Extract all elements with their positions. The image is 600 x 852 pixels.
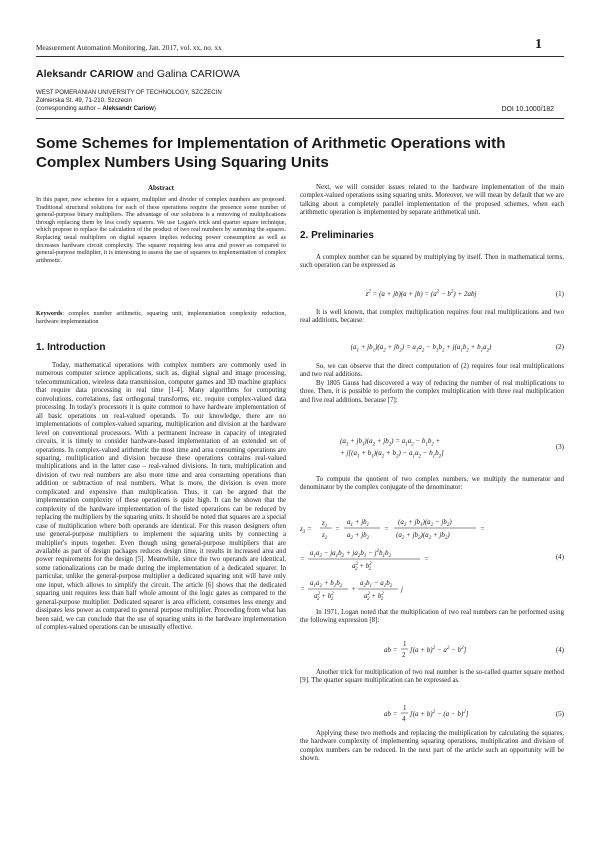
keywords-text: : complex number arithmetic, squaring unit, implementation complexity reduction, hardware implementation — [36, 311, 286, 325]
svg-text:(a1 + jb1)(a2 − jb2): $(a_1 + jb_1)(a_2 - jb_2)$ — [398, 518, 452, 528]
abstract-text: In this paper, new schemes for a squarer, multiplier and divider of complex numbers are proposed. Traditional structural solutions for each of these operations require the presence some number of general-purpose binary multipliers. The advantage of our solutions is a removing of multiplications through replacing them by less costly squarers. We use Logan's trick and quarter square technique, which propose to replace the calculation of the product of two real numbers by summing the squares. Replacing usual multipliers on digital squares implies reducing power consumption as well as decreases hardware circuit complexity. The squarer requiring less area and power as compared to general-purpose multiplier, it is interesting to assess the use of squarers to implementation of complex arithmetic. — [36, 197, 286, 264]
svg-text:=: = — [300, 555, 305, 563]
corresponding-author: Aleksandr Cariow — [102, 105, 154, 112]
introduction-body — [36, 362, 286, 633]
svg-text:a22 + b22: $a^2$ $2 + b^2$ 2 — [364, 592, 384, 602]
equation-logan-graphic — [300, 638, 500, 660]
svg-text:=: = — [384, 525, 389, 533]
svg-text:=: = — [480, 525, 485, 533]
svg-text:=: = — [424, 555, 429, 563]
svg-text:a2b1 − a1b2: $a_2b_1 - a_1b_2$ — [360, 579, 393, 589]
equation-number: (2) — [555, 343, 564, 351]
svg-text:z2: $z_2$ — [322, 531, 328, 541]
author-second: Galina CARIOWA — [156, 68, 240, 80]
svg-text:+: + — [351, 585, 356, 593]
affiliation-line1: WEST POMERANIAN UNIVERSITY OF TECHNOLOGY, SZCZECIN — [36, 89, 222, 96]
next-paragraph: Next, we will consider issues related to the hardware implementation of the main complex-valued operations using squaring units. Moreover, we will mean by default that we are talking about a completely parallel implementation of the proposed schemes, when each arithmetic operation is implemented by separate arithmetical unit. — [300, 184, 564, 217]
section-heading-preliminaries: 2. Preliminaries — [300, 230, 374, 241]
equation-6-quarter-square — [300, 702, 564, 724]
equation-1 — [300, 287, 564, 301]
prelim-p2: It is well known, that complex multiplication requires four real multiplications and two real additions, because: — [300, 309, 564, 325]
prelim-p5: To compute the quotient of two complex numbers, we multiply the numerator and denominator by the complex conjugate of the denominator: — [300, 476, 564, 492]
keywords — [36, 311, 286, 326]
prelim-p7: Another trick for multiplication of two real number is the so-called quarter square method [9]. The quarter square multiplication can be expressed as. — [300, 669, 564, 685]
svg-text:=: = — [335, 525, 340, 533]
equation-1-body: $z^2 = (a + jb)(a + jb) = (a^2 - b^2) + 2abj$ — [365, 289, 477, 298]
prelim-p3-p4: So, we can observe that the direct computation of (2) requires four real multiplications and two real additions. By 1805 Gauss had discovered a way of reducing the number of real multiplications to three. Then, it is possible to perform the complex multiplication with three real multiplication and five real additions, because [7]: — [300, 363, 564, 404]
page-number: 1 — [535, 37, 542, 52]
paper-title: Some Schemes for Implementation of Arithmetic Operations with Complex Numbers Using Squaring Units — [36, 135, 506, 171]
header-rule — [36, 56, 564, 57]
equation-quarter-square-graphic — [300, 702, 500, 724]
prelim-p8: Applying these two methods and replacing the multiplication by calculating the squares, the hardware complexity of implementing squaring operations, multiplication and division of complex numbers can be reduced. In the next part of the article such an opportunity will be shown. — [300, 730, 564, 763]
svg-text:j: j — [401, 585, 403, 593]
equation-3 — [300, 434, 564, 460]
prelim-p1: A complex number can be squared by multiplying by itself. Then in mathematical terms, such operation can be expressed as — [300, 254, 564, 270]
svg-text:z3 =: $z_3$ = — [300, 525, 312, 535]
equation-number: (5) — [555, 710, 564, 718]
affiliation-line3: (corresponding author – Aleksandr Cariow) — [36, 105, 156, 112]
svg-text:a1a2 − ja1b2 + ja2b1 − j2b1b2: $a_1a_2 - ja_1b_2 + ja_2b_1 - j^2b_1b_2$ — [310, 549, 392, 559]
svg-text:[(a + b)2 − a2 − b2]: $[(a + b)^2 - a^2 - b^2]$ — [410, 646, 467, 654]
svg-text:a22 + b22: $a^2$ $2 + b^2$ 2 — [314, 592, 334, 602]
doi: DOI 10.1000/182 — [501, 106, 554, 113]
svg-text:=: = — [300, 585, 305, 593]
svg-text:1: 1 — [403, 640, 407, 648]
affiliation-rule — [36, 118, 564, 119]
author-first: Aleksandr CARIOW — [36, 68, 134, 80]
svg-text:z1: $z_1$ — [322, 519, 328, 529]
equation-2-body: $(a_1 + jb_1)(a_2 + jb_2) = a_1a_2 - b_1b_2 + j(a_1b_2 + b_1a_2)$ — [350, 342, 492, 354]
svg-text:2: 2 — [402, 651, 406, 659]
svg-text:a1a2 + b1b2: $a_1a_2 + b_1b_2$ — [310, 579, 343, 589]
svg-text:[(a + b)2 − (a − b)2]: $[(a + b)^2 - (a - b)^2]$ — [410, 710, 469, 718]
journal-header: Measurement Automation Monitoring, Jan. 2017, vol. xx, no. xx — [36, 44, 222, 52]
svg-text:ab =: ab = — [384, 646, 398, 654]
equation-5-logan — [300, 638, 564, 660]
equation-number: (4) — [555, 553, 564, 561]
section-heading-introduction: 1. Introduction — [36, 342, 106, 353]
equation-3-body: $(a_1 + jb_1)(a_2 + jb_2) = a_1a_2 - b_1b_2$ + + $j[(a_1 + b_1)(a_2 + b_2) - a_1a_2 - b_1b_2]$ — [340, 437, 444, 460]
equation-number: (3) — [555, 443, 564, 451]
intro-paragraph: Today, mathematical operations with complex numbers are commonly used in numerous computer science applications, such as, digital signal and image processing, telecommunication, wireless data transmission, computer games and 3D machine graphics that require data processing in real time [1-4]. Many algorithms for computing convolutions, correlations, fast orthogonal transforms, etc. require complex-valued data processing. In today's processors it is quite common to have hardware implementation of all basic operations on real-valued operands. To our knowledge, there are no implementations of complex-valued squaring, multiplication and division at the hardware level on conventional processors. With a permanent increase in capacity of integrated circuits, it is timely to consider hardware-based implementation of an extended set of operations. In complex-valued arithmetic the most time and area consuming operations are squaring, multiplication and division because these operations contains real-valued multiplications and in the latter case – real-valued divisions. In turn, multiplication and division of two real numbers are also more time and area consuming operations than addition or subtraction of real numbers. What is more, the division is even more complicated and expensive than multiplication. Thus, it can be argued that the implementation complexity of these operations is quite high. It can be shown that the complexity of the hardware implementation of the listed operations can be reduced by replacing the multipliers by the squaring units. It should be noted that squares are a special case of multiplication where both operands are identical. For this reason designers often use general-purpose multipliers to implement the squaring units by connecting a multiplier's inputs together. Even though using general-purpose multipliers that are available as part of design packages reduces design time, it results in increased area and power requirements for the design [5]. Meanwhile, since the two operands are identical, some rationalizations can be made during the implementation of a dedicated squarer. In particular, unlike the general-purpose multiplier a dedicated squaring unit will have only one input, which allows to simplify the circuit. The article [6] shows that the dedicated squaring unit requires less than half whole amount of the logic gates as compared to the general-purpose multiplier. Dedicated squarer is area efficient, consumes less energy and dissipates less power as compared to general purpose multiplier. Proceeding from what has been said, we can conclude that the use of squaring units in the hardware implementation of complex-valued operations can be unusually effective. — [36, 362, 286, 632]
affiliation — [36, 89, 222, 113]
affiliation-line2: Żołnierska St. 49, 71-210, Szczecin — [36, 97, 132, 104]
prelim-p6: In 1971, Logan noted that the multiplication of two real numbers can be performed using the following expression [8]: — [300, 609, 564, 625]
svg-text:a1 + jb1: $a_1 + jb_1$ — [347, 518, 370, 528]
svg-text:1: 1 — [403, 704, 407, 712]
svg-text:4: 4 — [402, 715, 406, 723]
abstract-heading: Abstract — [147, 184, 175, 192]
authors — [36, 68, 240, 80]
svg-text:ab =: ab = — [384, 710, 398, 718]
equation-number: (4) — [555, 646, 564, 654]
right-column — [300, 184, 564, 218]
equation-2 — [300, 340, 564, 354]
svg-text:a2 + jb2: $a_2 + jb_2$ — [347, 531, 370, 541]
svg-text:(a2 + jb2)(a2 + jb2): $(a_2 + jb_2)(a_2 + jb_2)$ — [396, 531, 450, 541]
equation-4-division — [300, 509, 564, 604]
equation-number: (1) — [555, 290, 564, 298]
author-joiner: and — [136, 68, 154, 80]
keywords-label: Keywords — [36, 311, 63, 317]
equation-4-graphic — [300, 509, 564, 604]
svg-text:a22 + b22: $a^2$ $2 + b^2$ 2 — [352, 562, 372, 572]
